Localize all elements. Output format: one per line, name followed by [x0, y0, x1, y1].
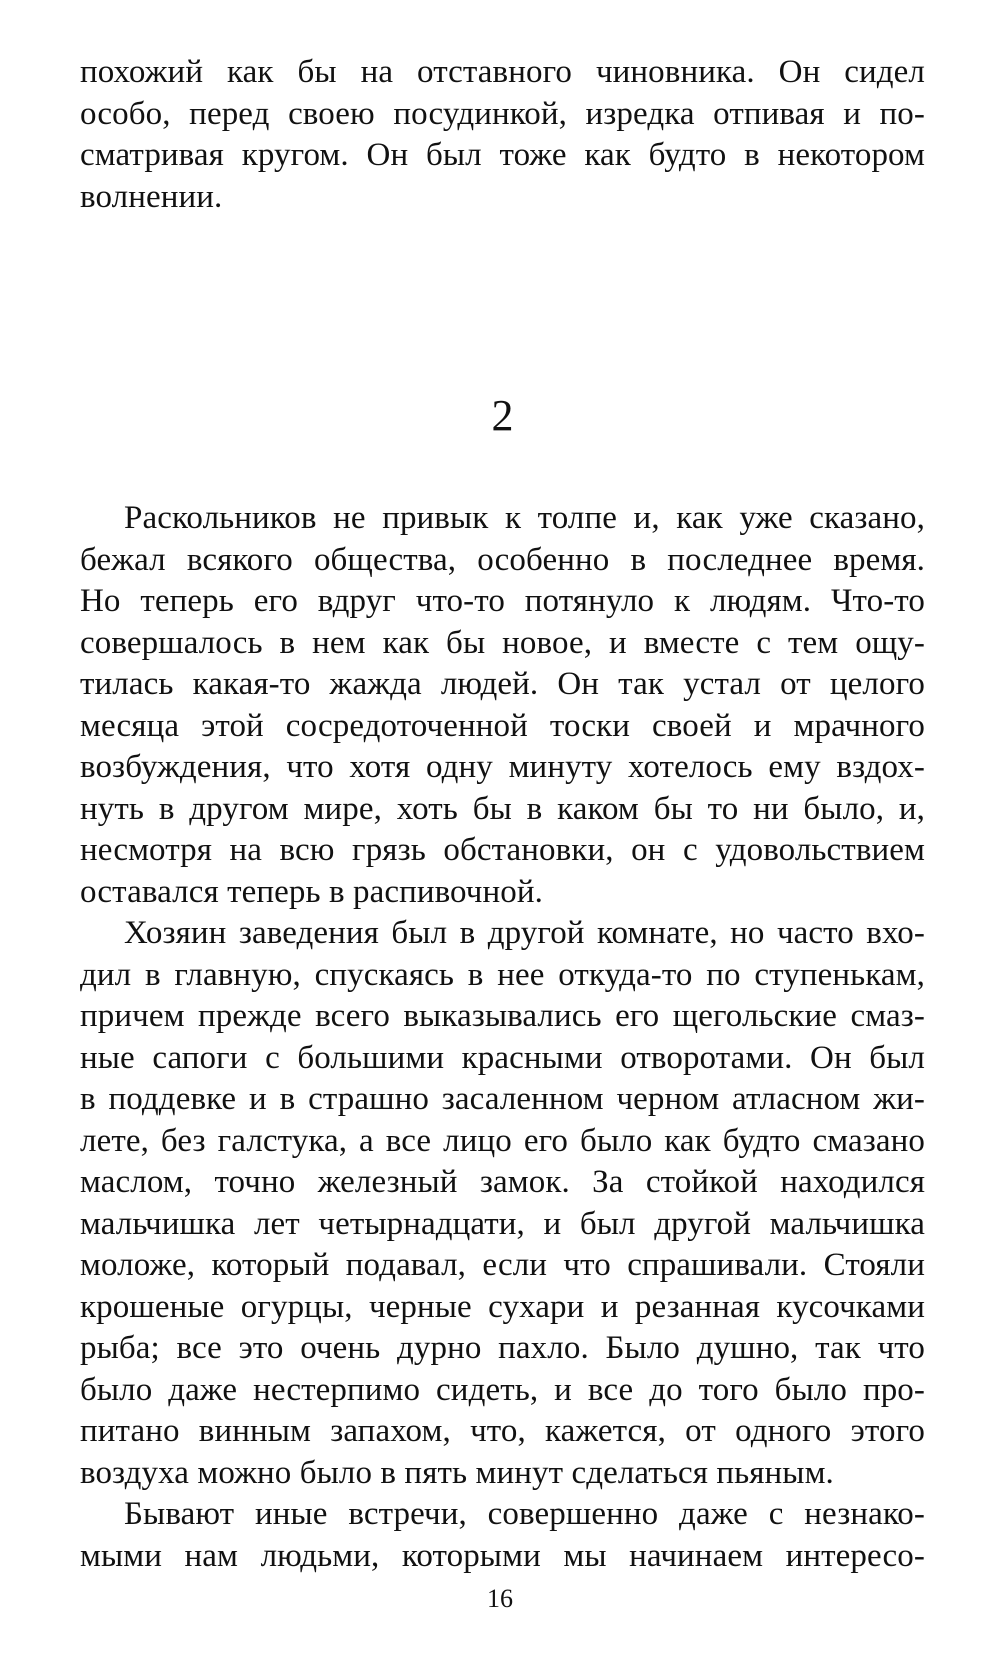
text-line: в поддевке и в страшно засаленном черном атласном жи- — [80, 1081, 925, 1117]
text-line: волнении. — [80, 178, 223, 215]
text-line: воздуха можно было в пять минут сделаться пьяным. — [80, 1454, 834, 1491]
text-line: особо, перед своею посудинкой, изредка отпивая и по- — [80, 95, 925, 132]
text-line: питано винным запахом, что, кажется, от одного этого — [80, 1413, 925, 1449]
text-line: оставался теперь в распивочной. — [80, 873, 543, 910]
text-line: тилась какая-то жажда людей. Он так устал от целого — [80, 666, 925, 702]
text-line: Хозяин заведения был в другой комнате, но часто вхо- — [124, 915, 925, 951]
text-line: бежал всякого общества, особенно в последнее время. — [80, 541, 925, 578]
paragraph-1 — [80, 498, 925, 913]
text-line: дил в главную, спускаясь в нее откуда-то по ступенькам, — [80, 956, 925, 993]
text-line: месяца этой сосредоточенной тоски своей и мрачного — [80, 707, 925, 744]
text-line: причем прежде всего выказывались его щегольские смаз- — [80, 998, 925, 1034]
text-line: похожий как бы на отставного чиновника. Он сидел — [80, 54, 925, 90]
text-line: ные сапоги с большими красными отворотами. Он был — [80, 1039, 925, 1076]
text-line: сматривая кругом. Он был тоже как будто в некотором — [80, 137, 925, 173]
text-line: было даже нестерпимо сидеть, и все до того было про- — [80, 1371, 925, 1408]
text-line: Бывают иные встречи, совершенно даже с незнако- — [124, 1496, 925, 1532]
text-line: Раскольников не привык к толпе и, как уже сказано, — [124, 500, 925, 536]
text-line: мыми нам людьми, которыми мы начинаем интересо- — [80, 1537, 925, 1574]
text-line: возбуждения, что хотя одну минуту хотелось ему вздох- — [80, 749, 925, 785]
text-line: рыба; все это очень дурно пахло. Было душно, так что — [80, 1330, 925, 1366]
paragraph-3 — [80, 1494, 925, 1577]
text-line: лете, без галстука, а все лицо его было как будто смазано — [80, 1122, 925, 1159]
text-line: нуть в другом мире, хоть бы в каком бы то ни было, и, — [80, 790, 925, 827]
text-line: несмотря на всю грязь обстановки, он с удовольствием — [80, 832, 925, 868]
text-line: крошеные огурцы, черные сухари и резанная кусочками — [80, 1288, 925, 1325]
text-line: мальчишка лет четырнадцати, и был другой мальчишка — [80, 1205, 925, 1242]
paragraph-2 — [80, 913, 925, 1494]
page-number: 16 — [487, 1584, 513, 1613]
chapter-heading: 2 — [491, 391, 514, 440]
top-paragraph — [80, 52, 925, 218]
text-line: совершалось в нем как бы новое, и вместе с тем ощу- — [80, 624, 925, 661]
text-line: Но теперь его вдруг что-то потянуло к людям. Что-то — [80, 583, 925, 619]
text-line: маслом, точно железный замок. За стойкой находился — [80, 1164, 925, 1200]
text-line: моложе, который подавал, если что спрашивали. Стояли — [80, 1247, 925, 1283]
